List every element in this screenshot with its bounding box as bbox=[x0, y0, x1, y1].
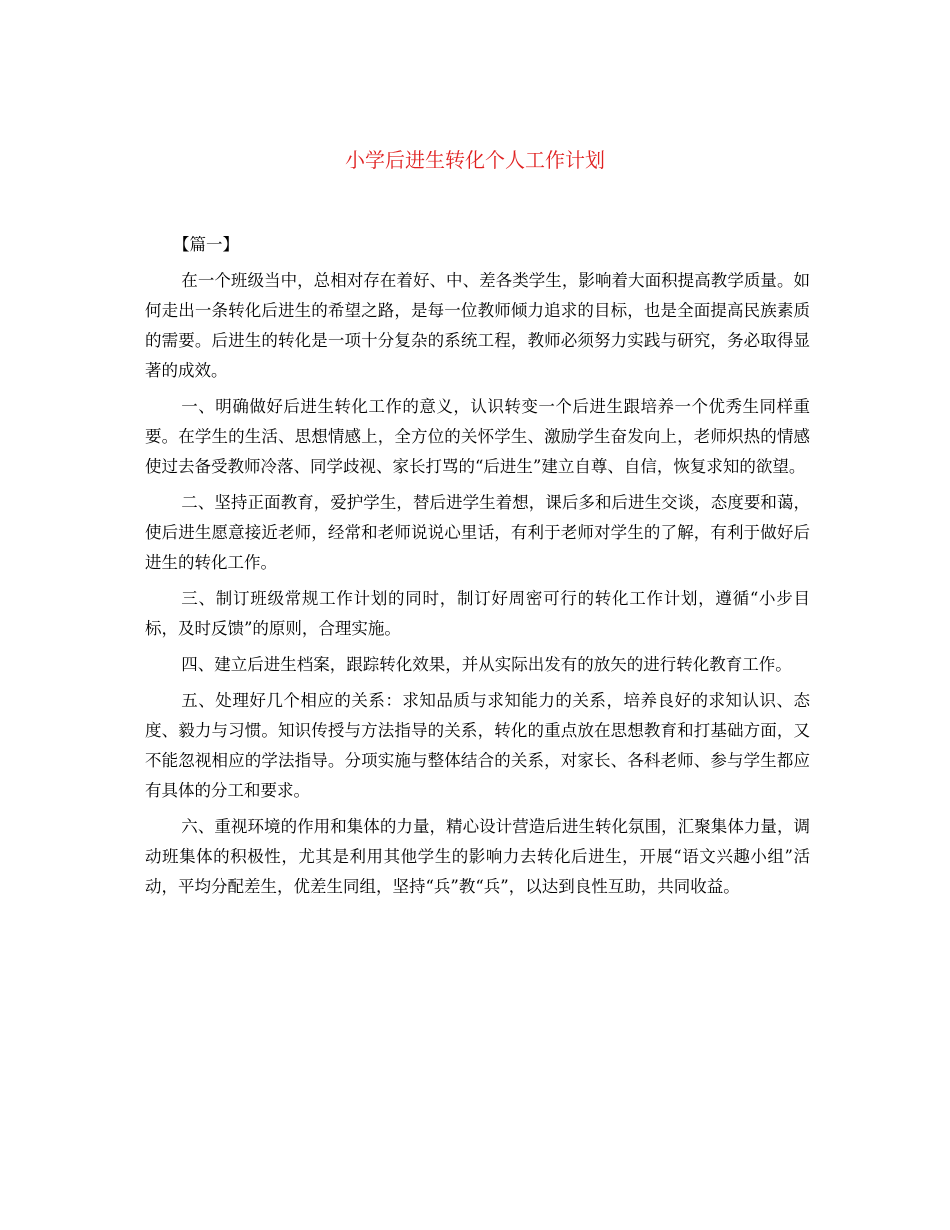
section-label: 【篇一】 bbox=[173, 235, 239, 254]
paragraph-point-1: 一、明确做好后进生转化工作的意义，认识转变一个后进生跟培养一个优秀生同样重要。在学生的生活、思想情感上，全方位的关怀学生、激励学生奋发向上，老师炽热的情感使过去备受教师冷落、同学歧视、家长打骂的“后进生”建立自尊、自信，恢复求知的欲望。 bbox=[145, 397, 810, 476]
document-title: 小学后进生转化个人工作计划 bbox=[345, 148, 605, 172]
paragraph-point-2: 二、坚持正面教育，爱护学生，替后进学生着想，课后多和后进生交谈，态度要和蔼，使后进生愿意接近老师，经常和老师说说心里话，有利于老师对学生的了解，有利于做好后进生的转化工作。 bbox=[145, 493, 810, 572]
paragraph-point-3: 三、制订班级常规工作计划的同时，制订好周密可行的转化工作计划，遵循“小步目标，及时反馈”的原则，合理实施。 bbox=[145, 589, 810, 638]
document-body bbox=[145, 230, 810, 908]
paragraph-point-4: 四、建立后进生档案，跟踪转化效果，并从实际出发有的放矢的进行转化教育工作。 bbox=[181, 655, 792, 674]
paragraph-point-6: 六、重视环境的作用和集体的力量，精心设计营造后进生转化氛围，汇聚集体力量，调动班集体的积极性，尤其是利用其他学生的影响力去转化后进生，开展“语文兴趣小组”活动，平均分配差生，优差生同组，坚持“兵”教“兵”，以达到良性互助，共同收益。 bbox=[145, 817, 810, 896]
paragraph-intro: 在一个班级当中，总相对存在着好、中、差各类学生，影响着大面积提高教学质量。如何走出一条转化后进生的希望之路，是每一位教师倾力追求的目标，也是全面提高民族素质的需要。后进生的转化是一项十分复杂的系统工程，教师必须努力实践与研究，务必取得显著的成效。 bbox=[145, 271, 810, 380]
paragraph-point-5: 五、处理好几个相应的关系：求知品质与求知能力的关系，培养良好的求知认识、态度、毅力与习惯。知识传授与方法指导的关系，转化的重点放在思想教育和打基础方面，又不能忽视相应的学法指导。分项实施与整体结合的关系，对家长、各科老师、参与学生都应有具体的分工和要求。 bbox=[145, 691, 810, 800]
